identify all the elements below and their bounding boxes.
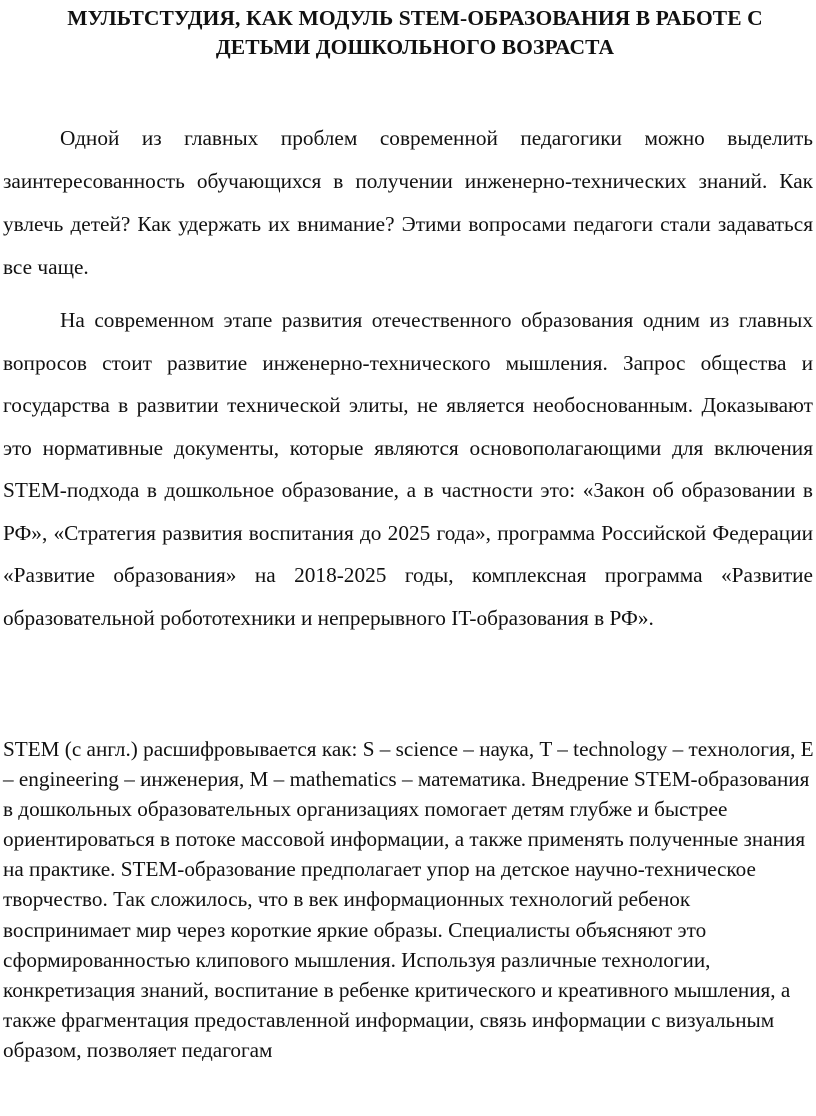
paragraph-stem-definition: STEM (с англ.) расшифровывается как: S – science – наука, T – technology – технология, E – engineering – инженерия, M – mathematics – математика. Внедрение STEM-образования в дошкольных образовательных организациях помогает детям глубже и быстрее ориентироваться в потоке массовой информации, а также применять полученные знания на практике. STEM-образование предполагает упор на детское научно-техническое творчество. Так сложилось, что в век информационных технологий ребенок воспринимает мир через короткие яркие образы. Специалисты объясняют это сформированностью клипового мышления. Используя различные технологии, конкретизация знаний, воспитание в ребенке критического и креативного мышления, а также фрагментация предоставленной информации, связь информации с визуальным образом, позволяет педагогам (3, 737, 814, 1062)
document-title: МУЛЬТСТУДИЯ, КАК МОДУЛЬ STEM-ОБРАЗОВАНИЯ В РАБОТЕ С ДЕТЬМИ ДОШКОЛЬНОГО ВОЗРАСТА (67, 6, 763, 59)
paragraph-regulations: На современном этапе развития отечественного образования одним из главных вопросов стоит развитие инженерно-технического мышления. Запрос общества и государства в развитии технической элиты, не является необоснованным. Доказывают это нормативные документы, которые являются основополагающими для включения STEM-подхода в дошкольное образование, а в частности это: «Закон об образовании в РФ», «Стратегия развития воспитания до 2025 года», программа Российской Федерации «Развитие образования» на 2018-2025 годы, комплексная программа «Развитие образовательной робототехники и непрерывного IT-образования в РФ». (3, 308, 813, 630)
paragraph-intro: Одной из главных проблем современной педагогики можно выделить заинтересованность обучающихся в получении инженерно-технических знаний. Как увлечь детей? Как удержать их внимание? Этими вопросами педагоги стали задаваться все чаще. (3, 126, 813, 279)
